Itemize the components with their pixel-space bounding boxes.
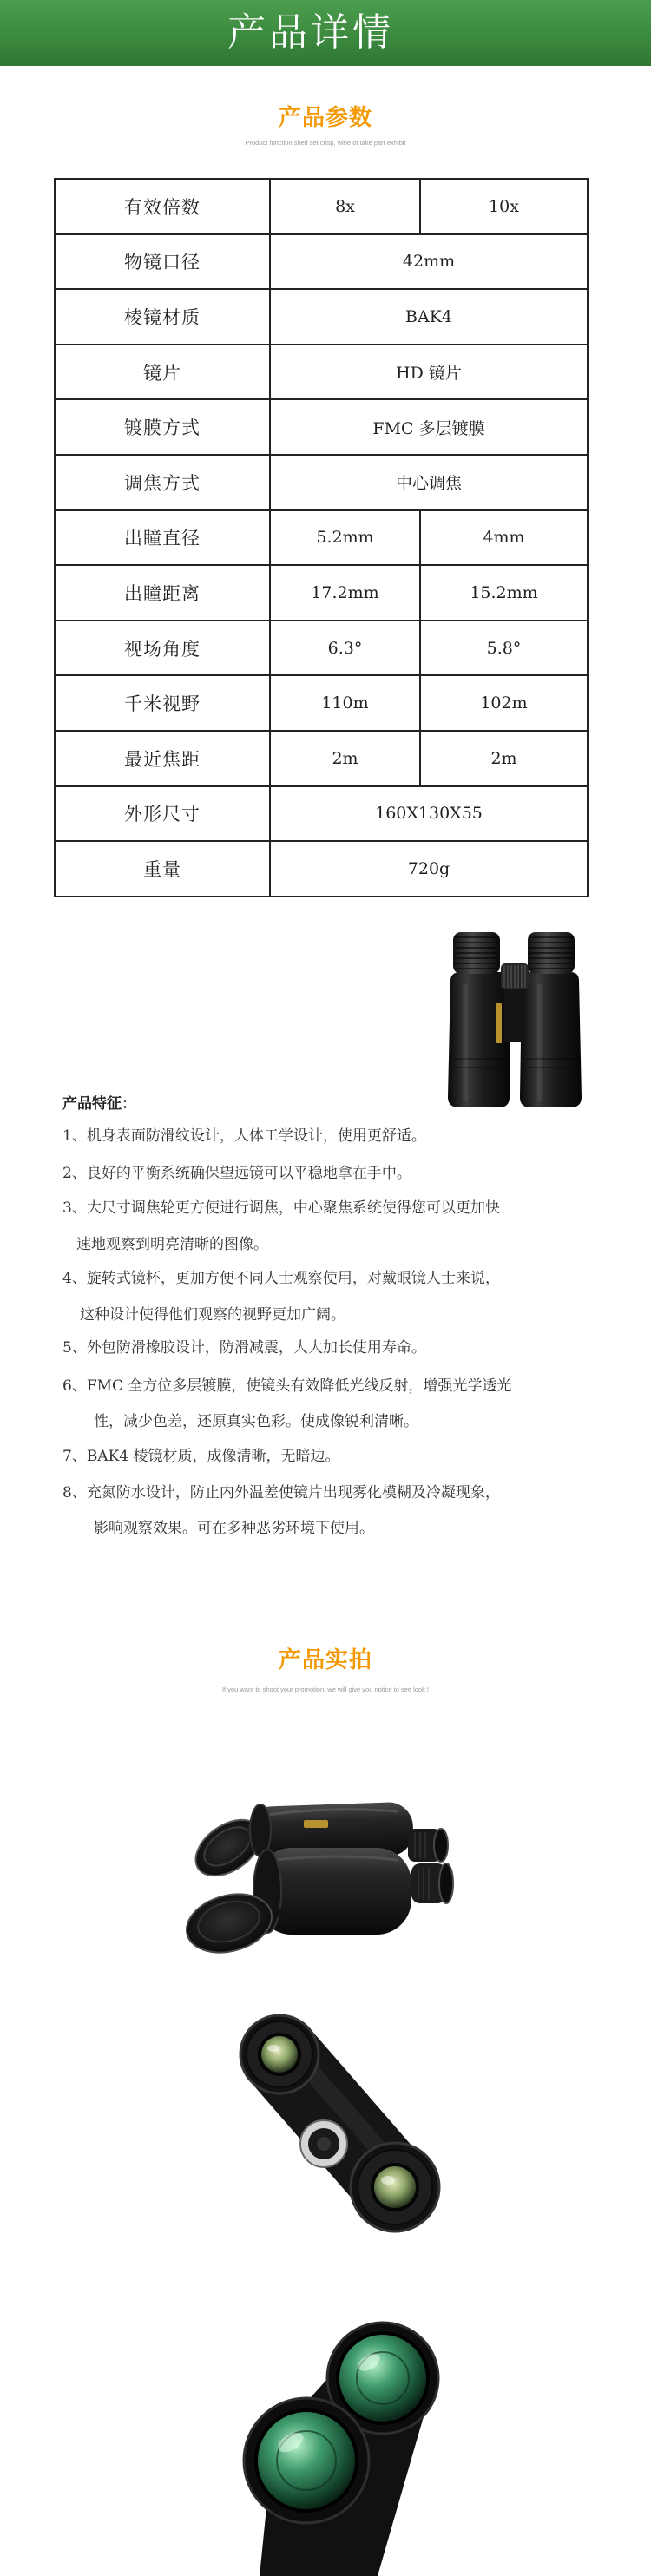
binocular-barrels [448, 972, 582, 1107]
spec-value: 8x [271, 180, 421, 235]
spec-value: 102m [421, 676, 589, 732]
objective-lens [244, 2398, 369, 2523]
binoculars-objective-photo [239, 2317, 444, 2576]
spec-label: 最近焦距 [56, 732, 271, 787]
feature-line: 性，减少色差，还原真实色彩。使成像锐利清晰。 [94, 1413, 418, 1430]
feature-line: 3、大尺寸调焦轮更方便进行调焦，中心聚焦系统使得您可以更加快 [62, 1199, 500, 1217]
spec-value: 2m [271, 732, 421, 787]
spec-value: 10x [421, 180, 589, 235]
spec-value: 110m [271, 676, 421, 732]
spec-label: 重量 [56, 842, 271, 897]
feature-line: 5、外包防滑橡胶设计，防滑减震，大大加长使用寿命。 [62, 1339, 426, 1357]
spec-value: FMC 多层镀膜 [271, 400, 589, 456]
spec-value: 42mm [271, 235, 589, 291]
brand-label-plate [496, 1003, 502, 1043]
spec-label: 出瞳距离 [56, 566, 271, 621]
spec-label: 物镜口径 [56, 235, 271, 291]
spec-value: 6.3° [271, 621, 421, 677]
brand-label-plate [304, 1820, 328, 1828]
feature-line: 8、充氮防水设计，防止内外温差使镜片出现雾化模糊及冷凝现象， [62, 1484, 500, 1502]
binoculars-upright-photo [444, 929, 583, 1109]
spec-value: 15.2mm [421, 566, 589, 621]
spec-value: 5.2mm [271, 511, 421, 567]
spec-value: 2m [421, 732, 589, 787]
params-section-title: 产品参数 [278, 105, 372, 131]
feature-line: 2、良好的平衡系统确保望远镜可以平稳地拿在手中。 [62, 1165, 411, 1182]
spec-label: 镜片 [56, 345, 271, 401]
focus-wheel [300, 2120, 347, 2167]
focus-wheel [501, 963, 529, 989]
spec-label: 镀膜方式 [56, 400, 271, 456]
feature-line: 这种设计使得他们观察的视野更加广阔。 [80, 1306, 345, 1324]
spec-value: HD 镜片 [271, 345, 589, 401]
photos-section-title: 产品实拍 [278, 1647, 372, 1673]
features-heading: 产品特征： [62, 1095, 136, 1113]
eyepiece [240, 2015, 319, 2093]
feature-line: 6、FMC 全方位多层镀膜，使镜头有效降低光线反射，增强光学透光 [62, 1377, 512, 1395]
eyepiece [351, 2143, 439, 2231]
spec-value: 5.8° [421, 621, 589, 677]
spec-label: 出瞳直径 [56, 511, 271, 567]
spec-label: 棱镜材质 [56, 290, 271, 345]
feature-line: 4、旋转式镜杯，更加方便不同人士观察使用，对戴眼镜人士来说， [62, 1270, 500, 1287]
feature-line: 7、BAK4 棱镜材质，成像清晰，无暗边。 [62, 1448, 340, 1465]
page-header [0, 0, 651, 66]
feature-line: 影响观察效果。可在多种恶劣环境下使用。 [94, 1520, 374, 1537]
page-title: 产品详情 [227, 10, 394, 55]
spec-value: BAK4 [271, 290, 589, 345]
params-section-subtitle: Product function shelf set crisp, wine of take part exhibit [245, 139, 406, 147]
spec-table [54, 178, 589, 897]
feature-line: 1、机身表面防滑纹设计，人体工学设计，使用更舒适。 [62, 1127, 426, 1145]
eyepiece [408, 1829, 453, 1903]
spec-label: 千米视野 [56, 676, 271, 732]
spec-value: 4mm [421, 511, 589, 567]
feature-line: 速地观察到明亮清晰的图像。 [76, 1236, 268, 1253]
spec-value: 720g [271, 842, 589, 897]
binoculars-eyepiece-photo [230, 2014, 444, 2244]
spec-label: 视场角度 [56, 621, 271, 677]
spec-value: 17.2mm [271, 566, 421, 621]
spec-label: 调焦方式 [56, 456, 271, 511]
spec-label: 外形尺寸 [56, 787, 271, 843]
spec-value: 中心调焦 [271, 456, 589, 511]
photos-section-subtitle: If you want to shoot your promotion, we will give you notice to see look ! [221, 1686, 430, 1693]
spec-label: 有效倍数 [56, 180, 271, 235]
spec-value: 160X130X55 [271, 787, 589, 843]
binoculars-side-photo [181, 1789, 457, 1960]
